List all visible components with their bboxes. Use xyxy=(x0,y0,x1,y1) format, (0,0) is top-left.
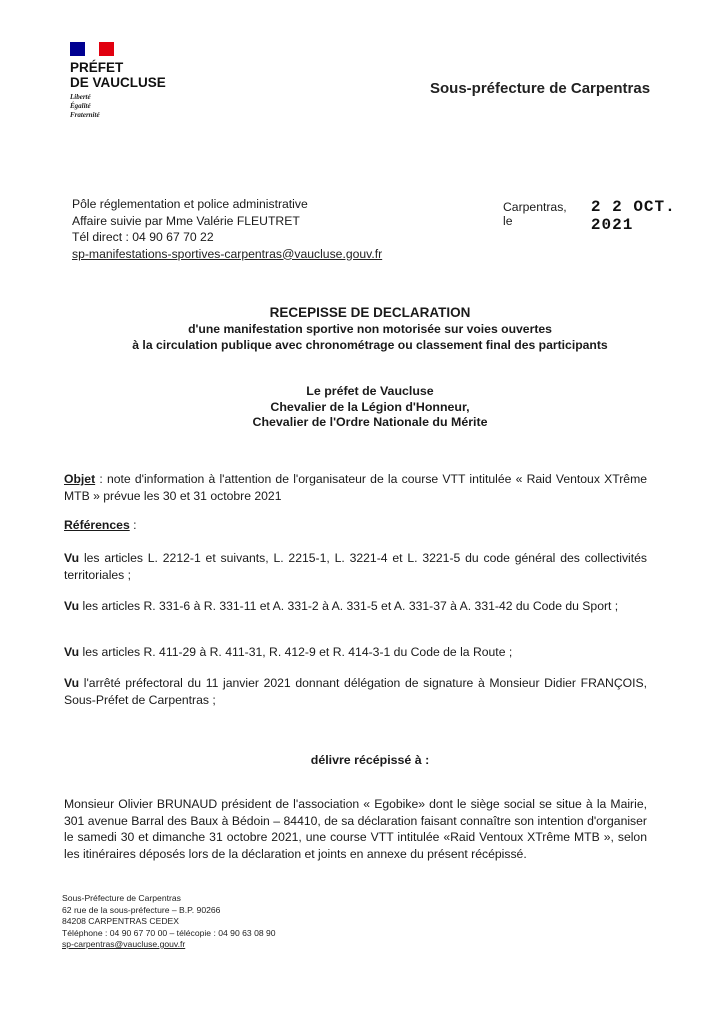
motto-fraternite: Fraternité xyxy=(70,111,100,119)
prefet-name xyxy=(70,60,166,90)
prefect-honour-2: Chevalier de l'Ordre Nationale du Mérite xyxy=(252,415,488,429)
date-place: Carpentras, le xyxy=(503,200,567,228)
reference-text: les articles L. 2212-1 et suivants, L. 2215-1, L. 3221-4 et L. 3221-5 du code général des collectivités territoriales ; xyxy=(64,551,647,582)
prefecture-logo xyxy=(70,42,166,120)
service-case-officer: Affaire suivie par Mme Valérie FLEUTRET xyxy=(72,213,300,228)
service-contact-block xyxy=(72,196,382,262)
delivers-heading: délivre récépissé à : xyxy=(310,753,430,767)
french-flag-icon xyxy=(70,42,114,56)
reference-text: les articles R. 331-6 à R. 331-11 et A. 331-2 à A. 331-5 et A. 331-37 à A. 331-42 du Code du Sport ; xyxy=(79,599,619,613)
document-subtitle-1: d'une manifestation sportive non motorisée sur voies ouvertes xyxy=(188,322,552,336)
references-suffix: : xyxy=(129,518,137,532)
prefect-title: Le préfet de Vaucluse xyxy=(306,384,434,398)
republic-motto xyxy=(70,93,166,120)
service-email-link[interactable]: sp-manifestations-sportives-carpentras@vaucluse.gouv.fr xyxy=(72,246,383,261)
vu-label: Vu xyxy=(64,645,80,659)
footer-address xyxy=(62,893,276,951)
prefet-line-1: PRÉFET xyxy=(70,60,124,75)
subprefecture-title: Sous-préfecture de Carpentras xyxy=(430,80,651,97)
vu-label: Vu xyxy=(64,599,80,613)
reference-item xyxy=(64,675,647,708)
flag-red-stripe xyxy=(99,42,114,56)
reference-text: les articles R. 411-29 à R. 411-31, R. 412-9 et R. 414-3-1 du Code de la Route ; xyxy=(79,645,513,659)
reference-item xyxy=(64,550,647,583)
service-department: Pôle réglementation et police administrative xyxy=(72,197,308,211)
date-line xyxy=(503,198,724,234)
reference-text: l'arrêté préfectoral du 11 janvier 2021 donnant délégation de signature à Monsieur Didier FRANÇOIS, Sous-Préfet de Carpentras ; xyxy=(64,676,647,707)
flag-white-stripe xyxy=(85,42,100,56)
footer-city: 84208 CARPENTRAS CEDEX xyxy=(62,916,180,926)
document-title: RECEPISSE DE DECLARATION xyxy=(269,305,471,320)
reference-item xyxy=(64,598,647,615)
footer-phone: Téléphone : 04 90 67 70 00 – télécopie : 04 90 63 08 90 xyxy=(62,927,276,938)
footer-email-link[interactable]: sp-carpentras@vaucluse.gouv.fr xyxy=(62,939,186,949)
prefet-line-2: DE VAUCLUSE xyxy=(70,75,166,90)
service-phone: Tél direct : 04 90 67 70 22 xyxy=(72,230,214,244)
document-heading xyxy=(60,304,680,353)
references-heading xyxy=(64,517,647,534)
document-subtitle-2: à la circulation publique avec chronométrage ou classement final des participants xyxy=(132,338,608,352)
recipient-paragraph: Monsieur Olivier BRUNAUD président de l'association « Egobike» dont le siège social se situe à la Mairie, 301 avenue Barral des Baux à Bédoin – 84410, de sa déclaration faisant connaître son intention d'organiser le samedi 30 et dimanche 31 octobre 2021, une course VTT intitulée «Raid Ventoux XTrême MTB », selon les itinéraires déposés lors de la déclaration et joints en annexe du présent récépissé. xyxy=(64,797,647,861)
flag-blue-stripe xyxy=(70,42,85,56)
reference-item xyxy=(64,644,647,661)
vu-label: Vu xyxy=(64,676,80,690)
prefect-honour-1: Chevalier de la Légion d'Honneur, xyxy=(270,399,470,414)
footer-office: Sous-Préfecture de Carpentras xyxy=(62,893,181,903)
references-label: Références xyxy=(64,518,130,532)
vu-label: Vu xyxy=(64,551,80,565)
objet-label: Objet xyxy=(64,472,96,486)
motto-liberte: Liberté xyxy=(70,93,91,101)
footer-street: 62 rue de la sous-préfecture – B.P. 90266 xyxy=(62,904,221,915)
date-stamp: 2 2 OCT. 2021 xyxy=(590,198,676,234)
objet-text: : note d'information à l'attention de l'organisateur de la course VTT intitulée « Raid Ventoux XTrême MTB » prévue les 30 et 31 octobre 2021 xyxy=(64,472,647,503)
prefect-block xyxy=(160,384,580,431)
objet-paragraph xyxy=(64,471,647,504)
motto-egalite: Égalité xyxy=(70,102,91,110)
